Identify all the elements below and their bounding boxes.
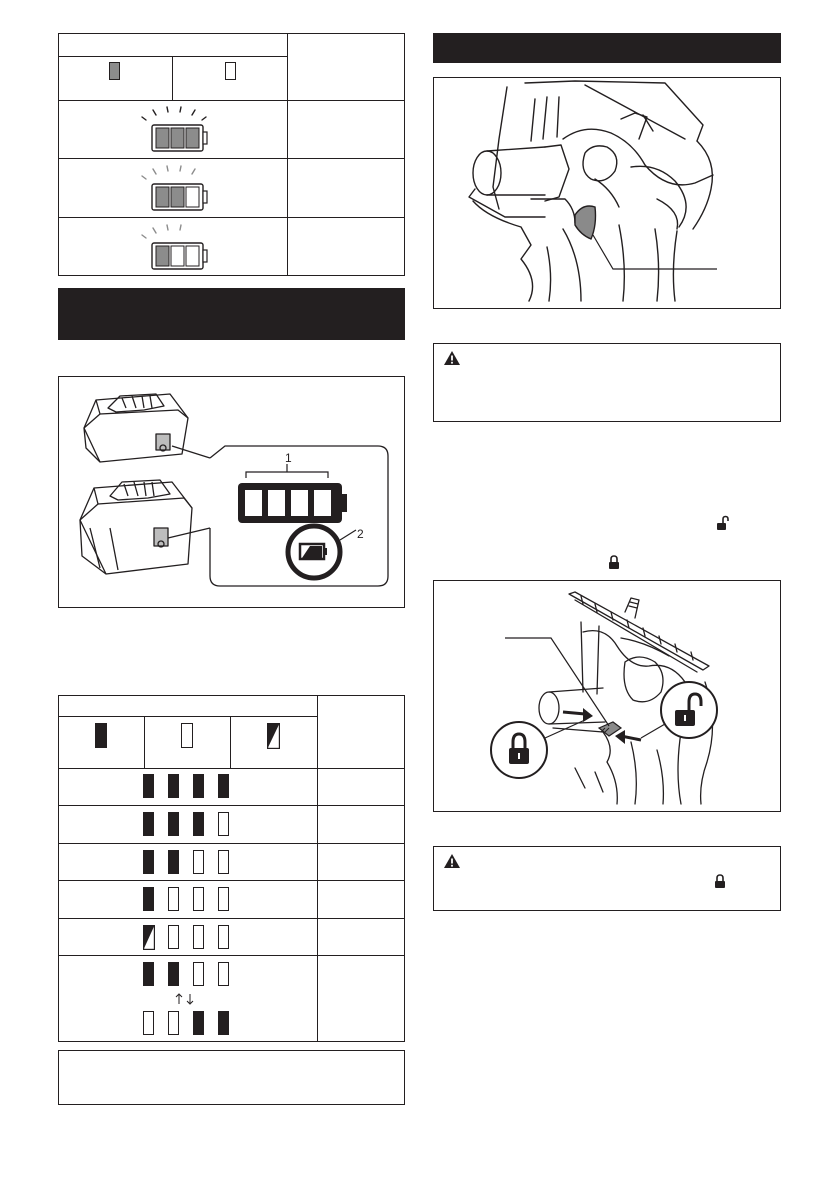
cell — [193, 812, 204, 836]
unlock-icon — [716, 515, 730, 531]
table2-row-line — [58, 955, 405, 956]
cell — [193, 774, 204, 798]
blinking-cell-icon — [143, 925, 155, 950]
table2-row-line — [58, 918, 405, 919]
cell — [168, 850, 179, 874]
table2-row-line — [58, 880, 405, 881]
battery-one-third-blinking-icon — [140, 224, 215, 274]
lit-cell-icon — [109, 62, 120, 80]
cell — [168, 774, 179, 798]
cell — [143, 850, 154, 874]
cell — [218, 962, 229, 986]
cell — [168, 887, 179, 911]
table2-row-line — [58, 843, 405, 844]
alternate-arrows-icon — [174, 993, 196, 1005]
cell — [218, 774, 229, 798]
cell — [218, 887, 229, 911]
callout-2: 2 — [357, 527, 364, 541]
cell — [193, 887, 204, 911]
cell — [168, 1011, 179, 1035]
remaining-capacity-table — [58, 695, 405, 1042]
battery-indicator-illustration — [60, 378, 403, 606]
cell — [193, 925, 204, 949]
lit-cell-icon — [95, 723, 107, 748]
table1-row-line — [58, 158, 405, 159]
lock-icon — [608, 554, 620, 570]
callout-1: 1 — [285, 451, 292, 465]
cell — [168, 925, 179, 949]
cell — [218, 925, 229, 949]
warning-triangle-icon — [443, 350, 461, 366]
table1-header-divider — [172, 56, 173, 100]
warning-box — [433, 846, 781, 911]
lock-button-illustration — [435, 582, 779, 810]
cell — [143, 812, 154, 836]
table1-divider-v — [287, 33, 288, 276]
lock-icon — [714, 873, 726, 889]
blinking-cell-icon — [267, 723, 280, 749]
cell — [143, 774, 154, 798]
table2-header-line — [58, 716, 317, 717]
tool-trigger-illustration — [435, 79, 779, 307]
cell — [143, 962, 154, 986]
table2-divider-v — [317, 695, 318, 1042]
battery-full-blinking-icon — [140, 106, 215, 156]
cell — [143, 887, 154, 911]
warning-triangle-icon — [443, 853, 461, 869]
table2-header-divider — [144, 716, 145, 768]
cell — [143, 1011, 154, 1035]
table2-row-line — [58, 768, 405, 769]
cell — [168, 962, 179, 986]
cell — [218, 1011, 229, 1035]
table1-row-line — [58, 217, 405, 218]
off-cell-icon — [181, 723, 193, 748]
cell — [193, 1011, 204, 1035]
cell — [193, 962, 204, 986]
off-cell-icon — [225, 62, 236, 80]
cell — [218, 850, 229, 874]
warning-box — [433, 343, 781, 422]
section-heading-bar — [433, 33, 781, 63]
cell — [193, 850, 204, 874]
section-heading-bar — [58, 288, 405, 340]
table2-header-divider — [230, 716, 231, 768]
cell — [168, 812, 179, 836]
battery-two-thirds-blinking-icon — [140, 165, 215, 215]
table1-row-line — [58, 100, 405, 101]
cell — [218, 812, 229, 836]
table2-row-line — [58, 805, 405, 806]
note-box — [58, 1050, 405, 1105]
